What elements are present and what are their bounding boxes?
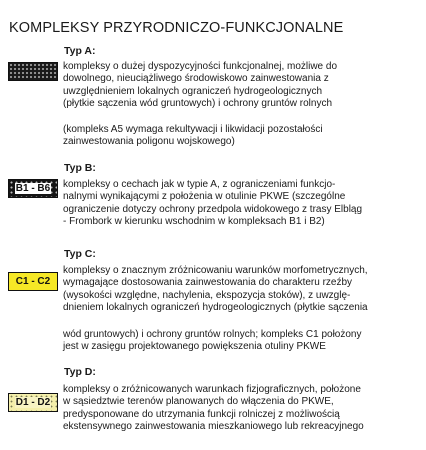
text-line: zainwestowania poligonu wojskowego): [63, 136, 235, 148]
type-b-heading: Typ B:: [64, 162, 96, 174]
type-c-swatch-label: C1 - C2: [15, 276, 51, 287]
type-a-heading: Typ A:: [64, 45, 96, 57]
text-line: dowolnego, nieuciążliwego środowiskowo zainwestowania z: [63, 73, 329, 85]
text-line: dnieniem lokalnych ograniczeń hydrogeologicznych (płytkie sączenia: [63, 302, 368, 314]
text-line: nalnymi wynikającymi z położenia w otulinie PKWE (szczególne: [63, 191, 346, 203]
type-c-heading: Typ C:: [64, 248, 96, 260]
type-d-heading: Typ D:: [64, 366, 96, 378]
type-d-swatch-label: D1 - D2: [15, 397, 51, 408]
text-line: kompleksy o cechach jak w typie A, z ograniczeniami funkcjo-: [63, 179, 336, 190]
page-title: KOMPLEKSY PRZYRODNICZO-FUNKCJONALNE: [9, 20, 344, 36]
type-c-description-continued: [63, 329, 421, 354]
type-d-swatch: [8, 393, 58, 412]
type-b-description: [63, 179, 421, 229]
text-line: kompleksy o znacznym zróżnicowaniu warunków morfometrycznych,: [63, 265, 368, 276]
type-a-description: [63, 61, 421, 111]
text-line: (wysokości względne, nachylenia, ekspozycja stoków), z uwzglę-: [63, 289, 351, 301]
text-line: uwzględnieniem lokalnych ograniczeń hydrogeologicznych: [63, 85, 323, 97]
text-line: kompleksy o zróżnicowanych warunkach fizjograficznych, położone: [63, 384, 361, 395]
text-line: predysponowane do utrzymania funkcji rolniczej z możliwością: [63, 408, 340, 420]
text-line: jest w zasięgu projektowanego powiększenia otuliny PKWE: [63, 341, 326, 353]
text-line: wód gruntowych) i ochrony gruntów rolnych; kompleks C1 położony: [63, 329, 362, 340]
text-line: wymagające dostosowania zainwestowania do charakteru rzeźby: [63, 277, 353, 289]
text-line: (płytkie sączenia wód gruntowych) i ochrony gruntów rolnych: [63, 98, 333, 110]
text-line: ograniczenie dotyczy ochrony przedpola widokowego z trasy Elbląg: [63, 203, 363, 215]
text-line: - Frombork w kierunku wschodnim w kompleksach B1 i B2): [63, 216, 325, 228]
text-line: (kompleks A5 wymaga rekultywacji i likwidacji pozostałości: [63, 124, 323, 135]
type-b-swatch-label: B1 - B6: [15, 183, 51, 194]
type-a-note: [63, 124, 421, 149]
type-b-swatch: [8, 179, 58, 198]
type-a-swatch: [8, 62, 58, 81]
text-line: kompleksy o dużej dyspozycyjności funkcjonalnej, możliwe do: [63, 61, 338, 72]
type-d-description: [63, 384, 421, 434]
type-c-description: [63, 265, 421, 315]
type-c-swatch: [8, 272, 58, 291]
text-line: w sąsiedztwie terenów planowanych do włączenia do PKWE,: [63, 396, 334, 408]
text-line: ekstensywnego zainwestowania mieszkaniowego lub rekreacyjnego: [63, 421, 364, 433]
